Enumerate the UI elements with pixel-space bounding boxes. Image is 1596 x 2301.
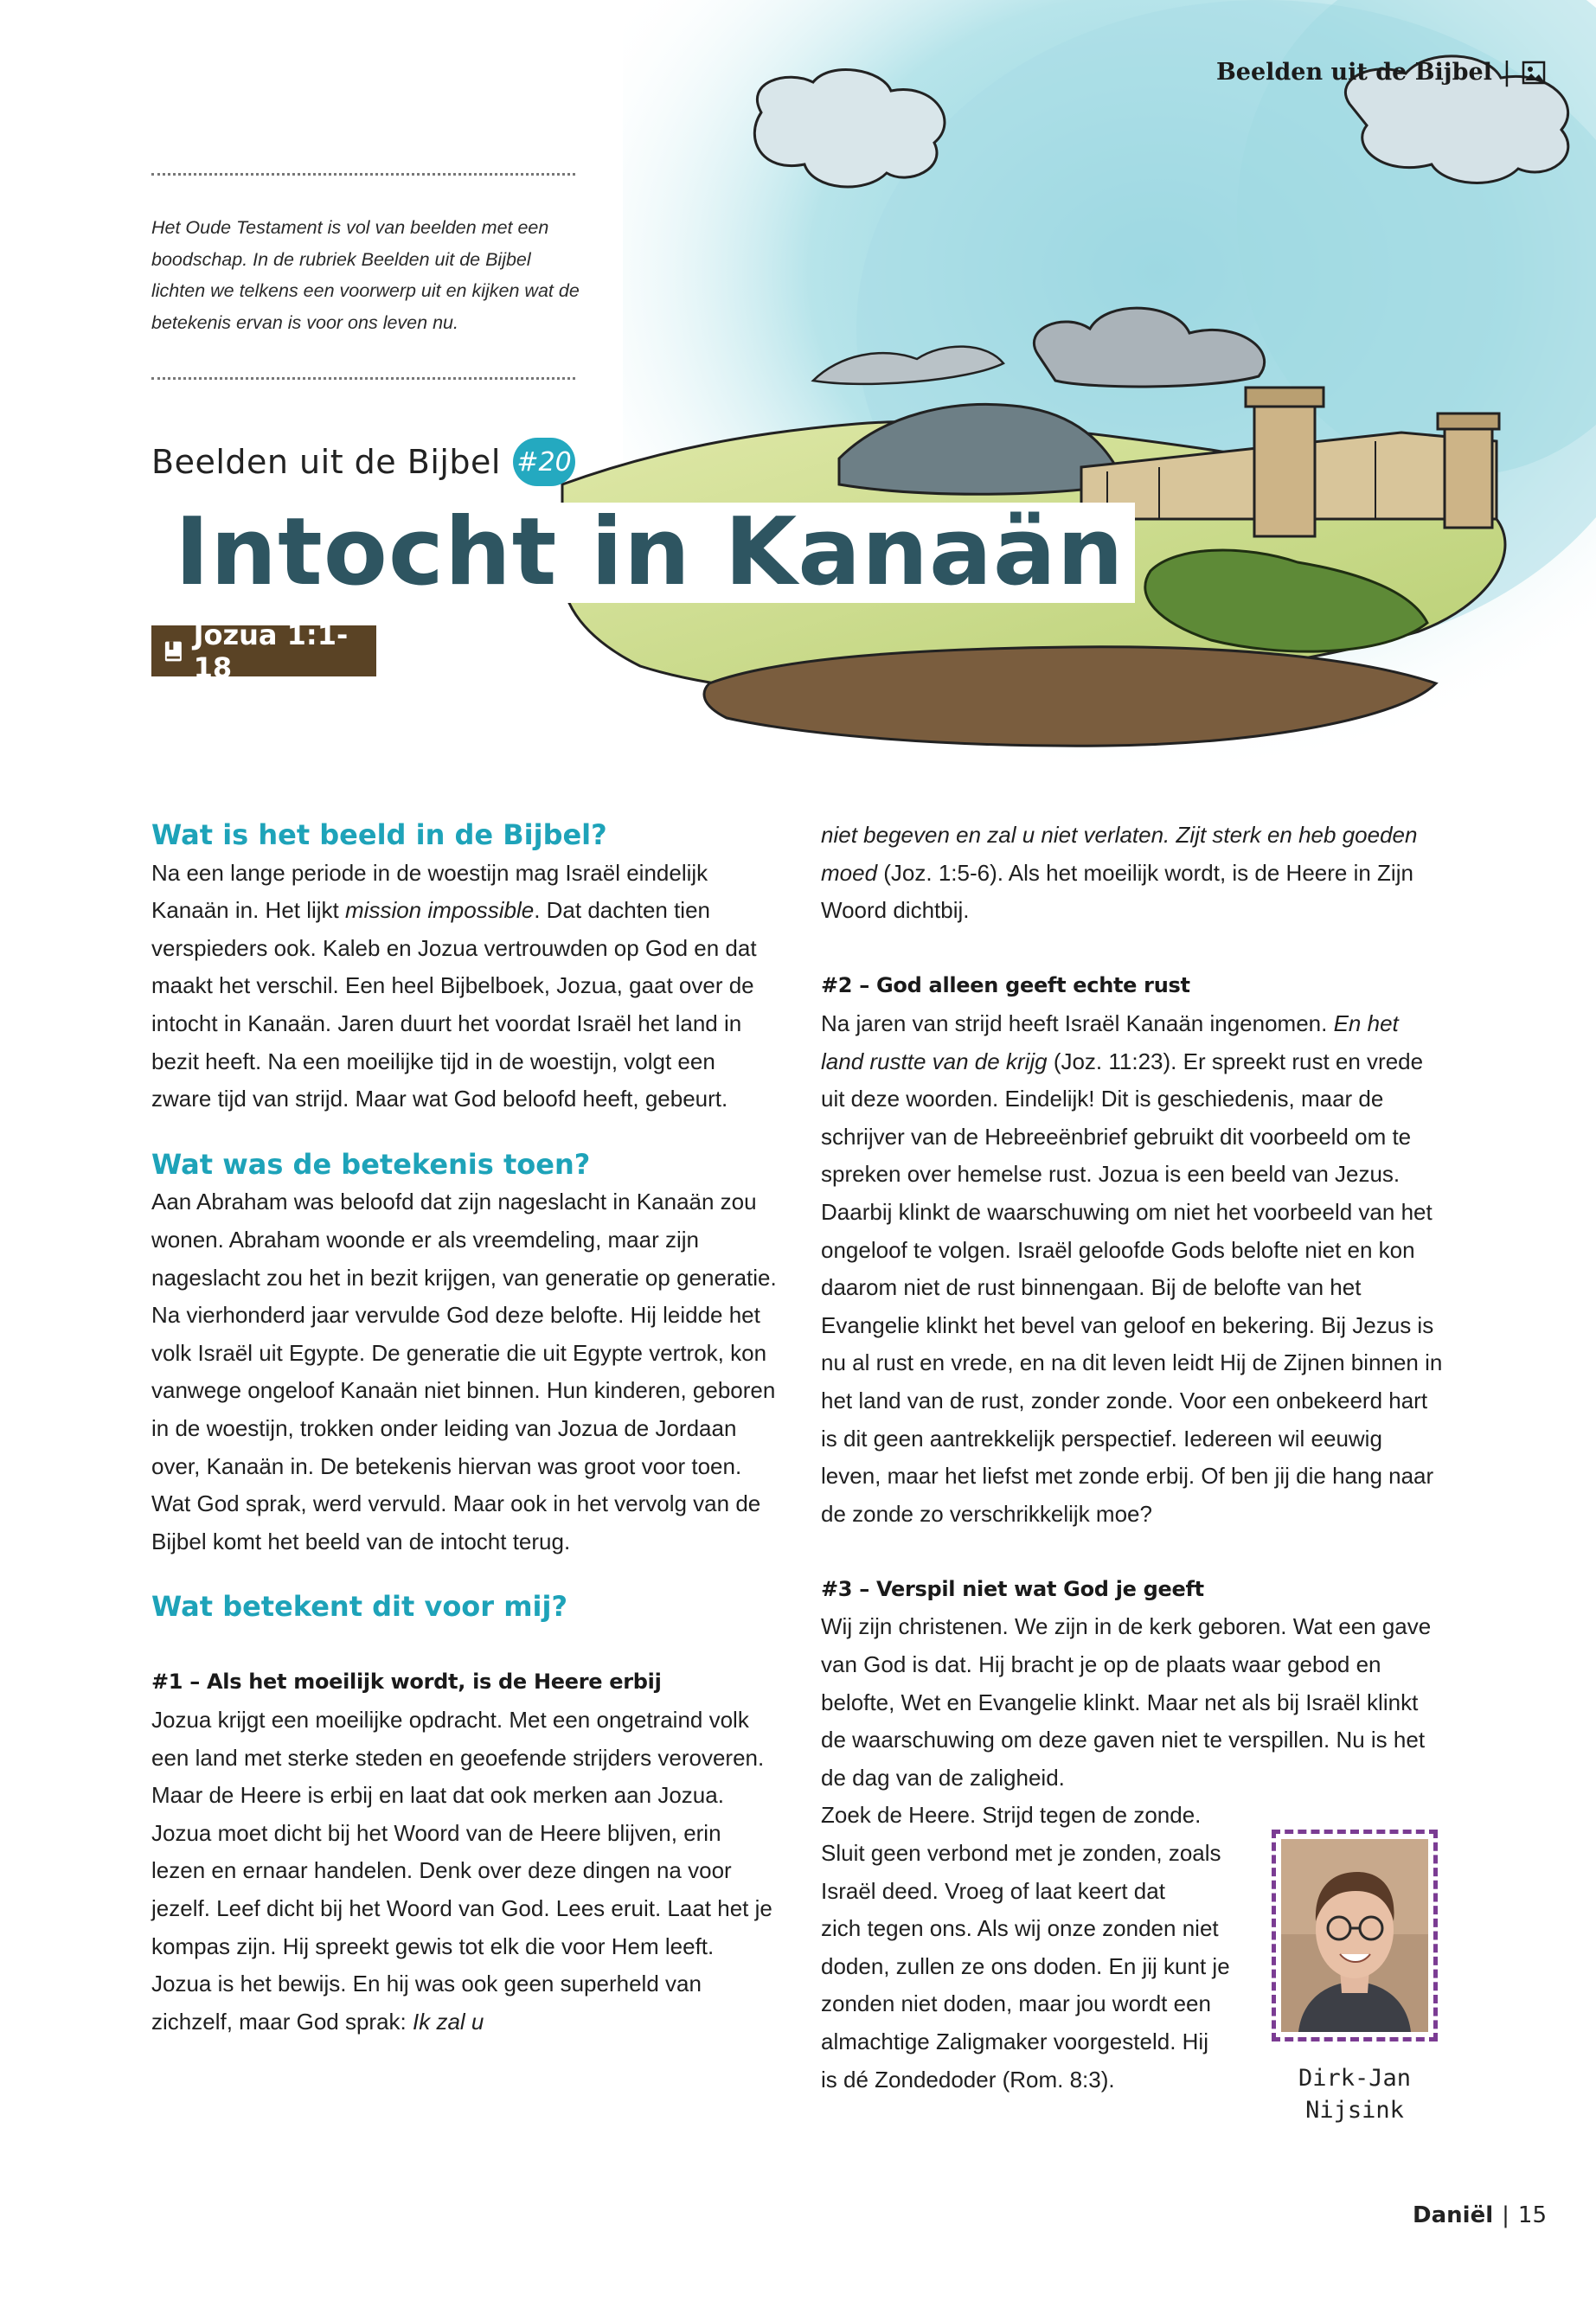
section-heading-betekenis: Wat was de betekenis toen?	[151, 1147, 591, 1181]
point-2-body	[821, 1005, 1444, 1533]
bible-reference-text: Jozua 1:1-18	[193, 618, 349, 684]
bible-reference-badge	[151, 618, 376, 684]
body-line: zonden niet doden, maar jou wordt een	[821, 1990, 1211, 2017]
point-3-wrapped-lines	[821, 1797, 1253, 2099]
magazine-name: Daniël	[1413, 2202, 1494, 2228]
section-body-betekenis: Aan Abraham was beloofd dat zijn nageslacht in Kanaän zou wonen. Abraham woonde er als vreemdeling, maar zijn nageslacht zou het in bezit krijgen, van generatie op generatie. Na vierhonderd jaar vervulde God deze belofte. Hij leidde het volk Israël uit Egypte. De generatie die uit Egypte vertrok, kon vanwege ongeloof Kanaän niet binnen. Hun kinderen, geboren in de woestijn, trokken onder leiding van Jozua de Jordaan over, Kanaän in. De betekenis hiervan was groot voor toen. Wat God sprak, werd vervuld. Maar ook in het vervolg van de Bijbel komt het beeld van de intocht terug.	[151, 1189, 777, 1554]
section-body-beeld	[151, 855, 779, 1118]
subheading-2: #2 – God alleen geeft echte rust	[821, 973, 1190, 998]
header-separator: |	[1502, 57, 1511, 87]
point-1-quote-end: niet begeven en zal u niet verlaten. Zijt sterk en heb goeden moed	[821, 822, 1418, 886]
author-photo-frame	[1272, 1830, 1438, 2041]
section-heading-voor-mij: Wat betekent dit voor mij?	[151, 1590, 568, 1624]
page-number: 15	[1517, 2202, 1547, 2228]
body-text: . Dat dachten tien verspieders ook. Kaleb en Jozua vertrouwden op God en dat maakt het verschil. Een heel Bijbelboek, Jozua, gaat over de intocht in Kanaän. Jaren duurt het voordat Israël het land in bezit heeft. Na een moeilijke tijd in de woestijn, volgt een zware tijd van strijd. Maar wat God beloofd heeft, gebeurt.	[151, 897, 757, 1112]
body-line: is dé Zondedoder (Rom. 8:3).	[821, 2066, 1115, 2093]
intro-text: Het Oude Testament is vol van beelden met een boodschap. In de rubriek Beelden uit de Bijbel lichten we telkens een voorwerp uit en kijken wat de betekenis ervan is voor ons leven nu.	[151, 217, 580, 333]
series-label-row	[151, 438, 575, 486]
section-header	[1216, 57, 1546, 87]
intro-divider-top	[151, 173, 575, 176]
point-1-body-continued	[821, 817, 1444, 930]
point-1-quote-start: Ik zal u	[413, 2008, 484, 2035]
body-line: Sluit geen verbond met je zonden, zoals	[821, 1840, 1221, 1867]
left-column	[151, 817, 779, 2041]
bible-icon	[163, 639, 185, 663]
image-icon	[1522, 61, 1546, 85]
subheading-3: #3 – Verspil niet wat God je geeft	[821, 1576, 1204, 1601]
body-line: doden, zullen ze ons doden. En jij kunt je	[821, 1952, 1230, 1979]
body-line: Israël deed. Vroeg of laat keert dat	[821, 1877, 1165, 1904]
point-3-body: Wij zijn christenen. We zijn in de kerk geboren. Wat een gave van God is dat. Hij bracht je op de plaats waar gebod en belofte, Wet en Evangelie klinkt. Maar net als bij Israël klinkt de waarschuwing om deze gaven niet te verspillen. Nu is het de dag van de zaligheid.	[821, 1613, 1432, 1791]
section-header-label: Beelden uit de Bijbel	[1215, 59, 1492, 86]
page-title: Intocht in Kanaän	[166, 503, 1135, 603]
author-first-name: Dirk-Jan	[1298, 2065, 1412, 2092]
author-name	[1263, 2062, 1446, 2126]
subheading-1: #1 – Als het moeilijk wordt, is de Heere erbij	[151, 1670, 662, 1695]
footer-separator: |	[1502, 2202, 1509, 2228]
author-portrait	[1281, 1839, 1428, 2032]
body-line: zich tegen ons. Als wij onze zonden niet	[821, 1915, 1219, 1942]
body-line: almachtige Zaligmaker voorgesteld. Hij	[821, 2029, 1208, 2054]
body-line: Zoek de Heere. Strijd tegen de zonde.	[821, 1802, 1202, 1829]
page-footer	[1413, 2202, 1547, 2228]
body-text: Na een lange periode in de woestijn mag Israël eindelijk Kanaän in. Het lijkt	[151, 859, 708, 924]
body-text: (Joz. 1:5-6). Als het moeilijk wordt, is de Heere in Zijn Woord dichtbij.	[821, 859, 1413, 924]
series-label: Beelden uit de Bijbel	[151, 443, 501, 481]
body-text: (Joz. 11:23). Er spreekt rust en vrede uit deze woorden. Eindelijk! Dit is geschiedenis, maar de schrijver van de Hebreeënbrief gebruikt dit voorbeeld om te spreken over hemelse rust. Jozua is een beeld van Jezus. Daarbij klinkt de waarschuwing om niet het voorbeeld van het ongeloof te volgen. Israël geloofde Gods belofte niet en kon daarom niet de rust binnengaan. Bij de belofte van het Evangelie klinkt het bevel van geloof en bekering. Bij Jezus is nu al rust en vrede, en na dit leven leidt Hij de Zijnen binnen in het land van de rust, zonder zonde. Voor een onbekeerd hart is dit geen aantrekkelijk perspectief. Iedereen wil eeuwig leven, maar het liefst met zonde erbij. Of ben jij die hang naar de zonde zo verschrikkelijk moe?	[821, 1048, 1443, 1527]
author-last-name: Nijsink	[1305, 2097, 1404, 2124]
landscape-illustration	[554, 0, 1596, 779]
intro-divider-bottom	[151, 377, 575, 380]
series-number-badge: #20	[513, 438, 575, 486]
body-text-italic: En het land rustte van de krijg	[821, 1009, 1399, 1074]
point-1-body-part1: Jozua krijgt een moeilijke opdracht. Met een ongetraind volk een land met sterke steden en geoefende strijders veroveren. Maar de Heere is erbij en laat dat ook merken aan Jozua. Jozua moet dicht bij het Woord van de Heere blijven, erin lezen en ernaar handelen. Denk over deze dingen na voor jezelf. Leef dicht bij het Woord van God. Lees eruit. Laat het je kompas zijn. Hij spreekt gewis tot elk die voor Hem leeft. Jozua is het bewijs. En hij was ook geen superheld van zichzelf, maar God sprak:	[151, 1707, 772, 2035]
body-text: Na jaren van strijd heeft Israël Kanaän ingenomen.	[821, 1009, 1334, 1036]
section-heading-beeld: Wat is het beeld in de Bijbel?	[151, 818, 607, 851]
body-text-italic: mission impossible	[345, 897, 535, 924]
